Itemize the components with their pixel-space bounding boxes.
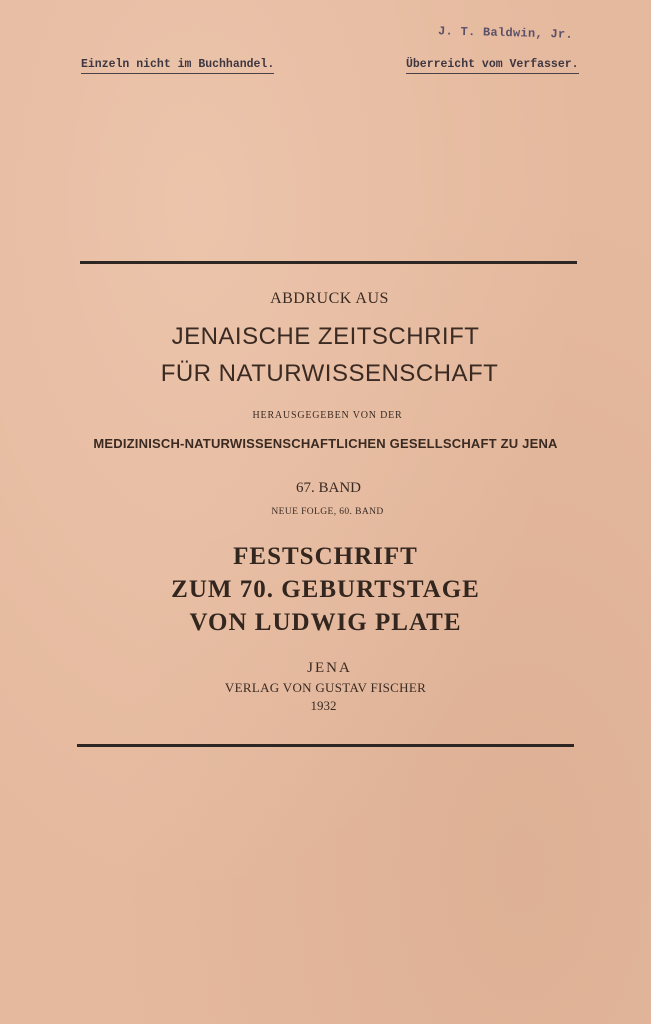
series-volume: NEUE FOLGE, 60. BAND xyxy=(271,507,384,517)
not-for-sale-stamp: Einzeln nicht im Buchhandel. xyxy=(81,58,274,74)
publication-year: 1932 xyxy=(310,698,337,713)
journal-title-line-1: JENAISCHE ZEITSCHRIFT xyxy=(171,323,480,350)
bottom-rule xyxy=(77,744,574,747)
publisher-name: VERLAG VON GUSTAV FISCHER xyxy=(224,680,427,695)
society-name: MEDIZINISCH-NATURWISSENSCHAFTLICHEN GESELLSCHAFT ZU JENA xyxy=(93,436,558,451)
publication-city: JENA xyxy=(307,660,352,676)
author-presented-stamp: Überreicht vom Verfasser. xyxy=(406,58,579,74)
festschrift-title-line-3: VON LUDWIG PLATE xyxy=(189,609,462,636)
owner-stamp: J. T. Baldwin, Jr. xyxy=(437,24,574,42)
volume-number: 67. BAND xyxy=(295,480,361,496)
editor-intro: HERAUSGEGEBEN VON DER xyxy=(252,410,403,421)
offprint-label: ABDRUCK AUS xyxy=(270,290,389,307)
festschrift-title-line-1: FESTSCHRIFT xyxy=(233,543,418,570)
top-rule xyxy=(80,261,577,264)
festschrift-title-line-2: ZUM 70. GEBURTSTAGE xyxy=(171,576,480,603)
journal-title-line-2: FÜR NATURWISSENSCHAFT xyxy=(160,360,499,387)
